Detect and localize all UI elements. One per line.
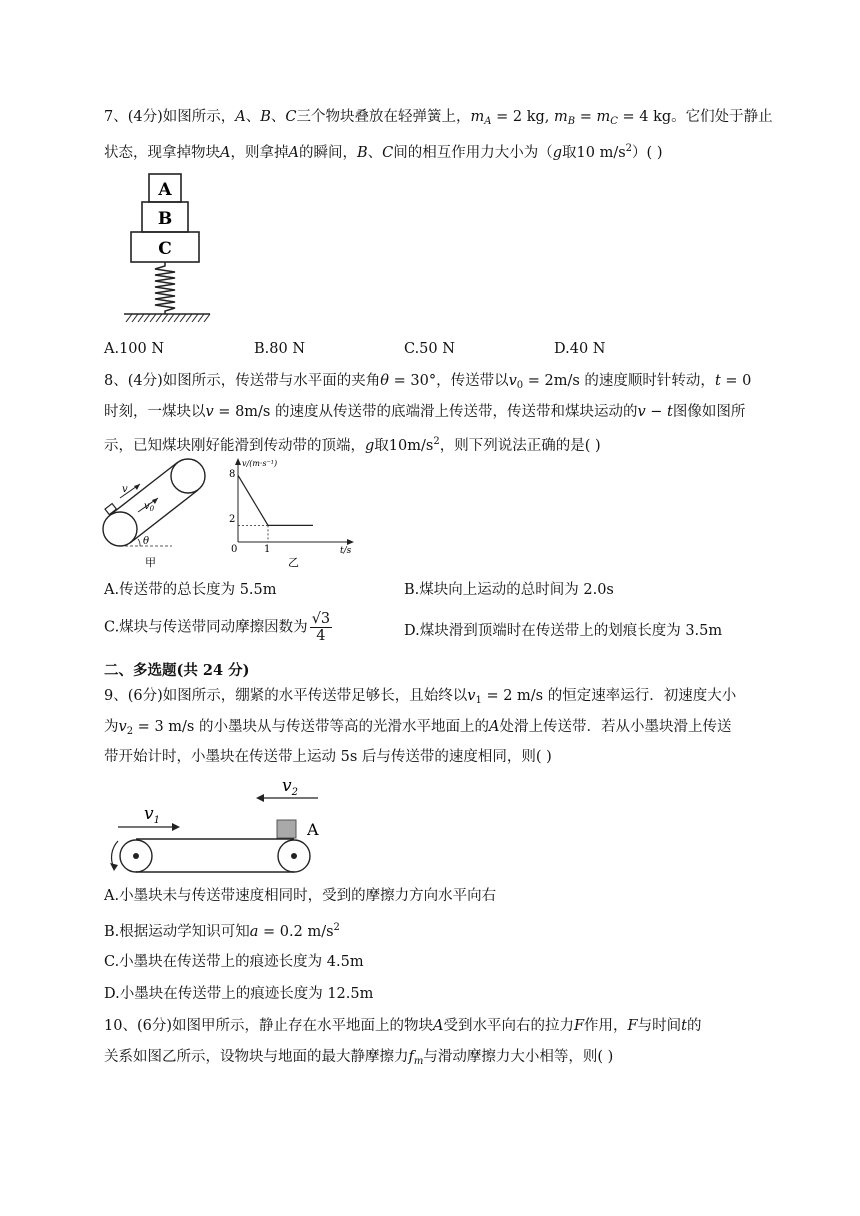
x-axis-label: t/s [340,546,352,556]
caption-jia: 甲 [145,556,156,569]
q8-stem-line1: 8、(4分)如图所示，传送带与水平面的夹角θ = 30°，传送带以$v_0 = 2m/s$ 的速度顺时针转动，t = 0 [104,373,752,391]
q8-option-c[interactable]: C.煤块与传送带同动摩擦因数为 $\frac{√3}{4}$ [104,611,331,644]
caption-yi: 乙 [288,556,299,569]
q9-option-a[interactable]: A.小墨块未与传送带速度相同时，受到的摩擦力方向水平向右 [104,888,497,904]
vt-series-line [238,475,313,525]
origin-label: 0 [231,544,238,555]
q8-option-b[interactable]: B.煤块向上运动的总时间为 2.0s [404,582,614,598]
q8-stem-line3: 示，已知煤块刚好能滑到传动带的顶端，g取$10m/s^2$，则下列说法正确的是( ) [104,436,601,454]
spring [155,262,175,314]
v2-label: $v_2$ [282,776,298,798]
fraction-sqrt3-over-4: $\frac{√3}{4}$ [311,611,331,644]
q7-figure-stacked-blocks [118,170,218,326]
section-heading-multiple-choice: 二、多选题(共 24 分) [104,662,250,679]
point-a-label: A [307,820,319,839]
q10-stem-line2: 关系如图乙所示，设物块与地面的最大静摩擦力$f_m$与滑动摩擦力大小相等，则( ) [104,1049,614,1067]
q8-figure-vt-chart [226,456,361,571]
q10-stem-line1: 10、(6分)如图甲所示，静止存在水平地面上的物块A受到水平向右的拉力F作用，F与时间t的 [104,1018,702,1034]
q9-stem-line3: 带开始计时，小墨块在传送带上运动 5s 后与传送带的速度相同，则( ) [104,749,552,765]
q9-option-c[interactable]: C.小墨块在传送带上的痕迹长度为 4.5m [104,954,364,970]
ink-block [277,820,296,838]
ground-hatch [126,314,210,322]
block-b-label: B [157,209,173,229]
theta-label: θ [143,536,150,547]
q8-option-a[interactable]: A.传送带的总长度为 5.5m [104,582,277,598]
q8-figure-incline-belt [100,456,215,571]
y-axis-label: v/(m·s⁻¹) [242,459,278,468]
q9-option-b[interactable]: B.根据运动学知识可知a = 0.2 $m/s^2$ [104,922,340,940]
x-tick-1: 1 [264,544,271,555]
q7-option-a[interactable]: A.100 N [104,341,165,357]
v-label: v [122,484,128,495]
q9-stem-line1: 9、(6分)如图所示，绷紧的水平传送带足够长，且始终以$v_1 = 2$ m/s 的恒定速率运行．初速度大小 [104,688,737,706]
q8-option-d[interactable]: D.煤块滑到顶端时在传送带上的划痕长度为 3.5m [404,623,723,639]
block-c-label: C [158,239,172,259]
q7-option-c[interactable]: C.50 N [404,341,455,357]
y-tick-2: 2 [229,514,236,525]
v0-label: $v_0$ [144,501,155,513]
block-a-label: A [158,180,172,200]
y-tick-8: 8 [229,469,236,480]
q7-option-b[interactable]: B.80 N [254,341,306,357]
v1-label: $v_1$ [144,804,160,826]
q7-stem-line2: 状态，现拿掉物块A，则拿掉A的瞬间，B、C间的相互作用力大小为（g取10 $m/s^2$）( ) [104,143,663,161]
q7-stem-line1: 7、(4分)如图所示，A、B、C三个物块叠放在轻弹簧上，$m_A = 2$ kg, $m_B = m_C = 4$ kg。它们处于静止 [104,109,773,127]
q9-option-d[interactable]: D.小墨块在传送带上的痕迹长度为 12.5m [104,986,374,1002]
q7-option-d[interactable]: D.40 N [554,341,606,357]
q9-figure-horizontal-belt [100,773,340,878]
q9-stem-line2: 为$v_2 = 3$ m/s 的小墨块从与传送带等高的光滑水平地面上的A处滑上传送带．若从小墨块滑上传送 [104,719,732,737]
q8-stem-line2: 时刻，一煤块以v = 8m/s 的速度从传送带的底端滑上传送带，传送带和煤块运动的v − t图像如图所 [104,404,746,420]
theta-arc [138,539,140,546]
belt-bottom [130,490,198,543]
